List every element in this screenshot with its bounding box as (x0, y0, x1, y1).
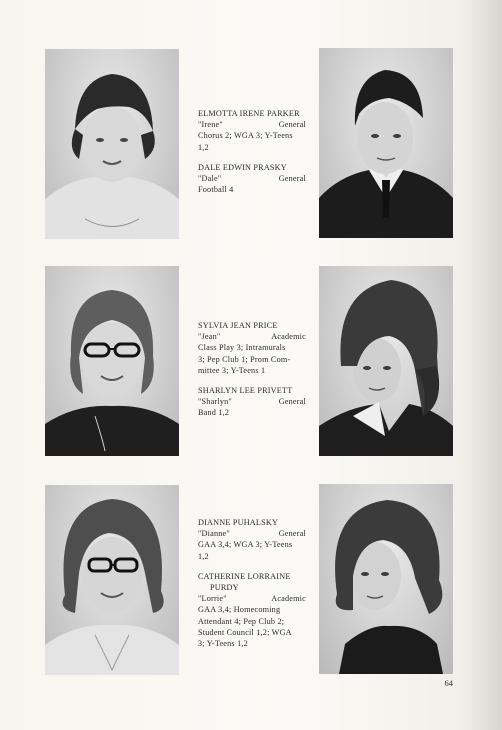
portrait-photo-puhalsky (45, 485, 179, 675)
student-activities-line: 3; Y-Teens 1,2 (198, 639, 248, 649)
student-activities-line: 3; Pep Club 1; Prom Com- (198, 354, 291, 364)
student-nickname: "Dianne" (198, 529, 230, 539)
bio-entry-puhalsky (198, 517, 306, 562)
bio-entry-parker (198, 108, 306, 153)
student-name: ELMOTTA IRENE PARKER (198, 109, 300, 118)
portrait-photo-parker (45, 49, 179, 239)
student-activities-line: Band 1,2 (198, 408, 230, 418)
student-activities-line: GAA 3,4; WGA 3; Y-Teens (198, 540, 293, 550)
student-name-continued: PURDY (210, 583, 239, 593)
student-nickname: "Jean" (198, 332, 221, 342)
student-name: SYLVIA JEAN PRICE (198, 321, 278, 330)
student-activities-line: Student Council 1,2; WGA (198, 627, 292, 637)
portrait-photo-prasky (319, 48, 453, 238)
portrait-photo-purdy (319, 484, 453, 674)
portrait-photo-price (45, 266, 179, 456)
student-nickname: "Irene" (198, 120, 223, 130)
bio-entry-price (198, 320, 306, 376)
student-course: General (278, 397, 306, 407)
bio-column-row3 (198, 517, 306, 658)
student-course: Academic (271, 594, 306, 604)
student-nickname: "Sharlyn" (198, 397, 232, 407)
student-activities-line: mittee 3; Y-Teens 1 (198, 365, 266, 375)
student-nickname: "Lorrie" (198, 594, 227, 604)
student-name: DIANNE PUHALSKY (198, 518, 279, 527)
student-name: CATHERINE LORRAINE (198, 571, 291, 581)
bio-entry-prasky (198, 162, 306, 196)
student-course: General (278, 174, 306, 184)
student-activities-line: Attendant 4; Pep Club 2; (198, 616, 285, 626)
portrait-photo-privett (319, 266, 453, 456)
student-activities-line: GAA 3,4; Homecoming (198, 605, 281, 615)
page-number: 64 (444, 678, 453, 688)
student-course: General (278, 120, 306, 130)
bio-column-row2 (198, 320, 306, 428)
student-activities-line: Class Play 3; Intramurals (198, 343, 286, 353)
student-name: SHARLYN LEE PRIVETT (198, 386, 293, 396)
student-activities-line: Football 4 (198, 185, 234, 195)
student-course: Academic (271, 332, 306, 342)
student-activities-line: Chorus 2; WGA 3; Y-Teens (198, 131, 293, 141)
student-name: DALE EDWIN PRASKY (198, 162, 287, 172)
student-nickname: "Dale" (198, 174, 222, 184)
student-activities-line: 1,2 (198, 551, 209, 561)
bio-entry-privett (198, 385, 306, 419)
bio-column-row1 (198, 108, 306, 204)
bio-entry-purdy (198, 571, 306, 649)
student-activities-line: 1,2 (198, 142, 209, 152)
student-course: General (278, 529, 306, 539)
